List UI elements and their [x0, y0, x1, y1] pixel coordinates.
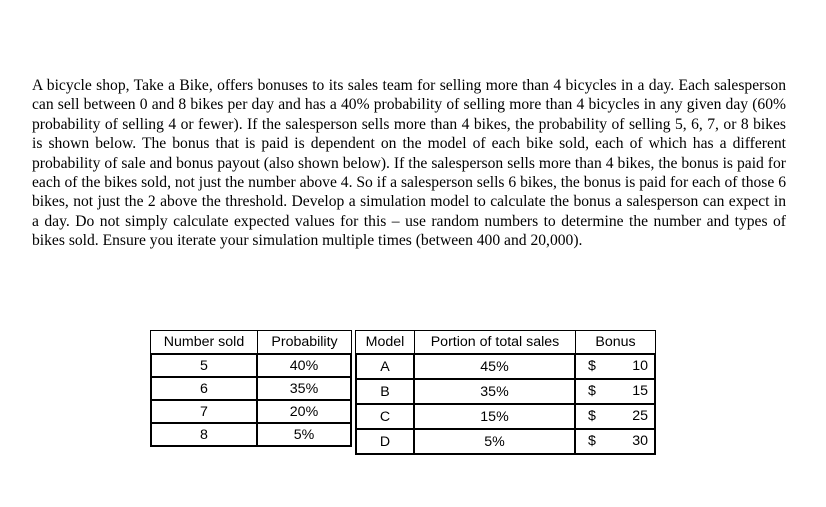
bonus-cell [575, 379, 655, 404]
bonus-amount: 10 [632, 358, 648, 374]
model-cell: D [356, 429, 414, 454]
probability-cell: 35% [257, 377, 351, 400]
table-row [151, 423, 351, 446]
table-row [151, 377, 351, 400]
table-row [151, 354, 351, 377]
currency-symbol: $ [588, 408, 596, 424]
number-sold-cell: 6 [151, 377, 257, 400]
model-cell: B [356, 379, 414, 404]
table-row [356, 429, 655, 454]
table-row [356, 404, 655, 429]
model-cell: A [356, 354, 414, 379]
number-sold-cell: 5 [151, 354, 257, 377]
bonus-amount: 30 [632, 433, 648, 449]
probability-cell: 40% [257, 354, 351, 377]
probability-cell: 20% [257, 400, 351, 423]
bonus-cell [575, 354, 655, 379]
table-header-row [151, 331, 351, 354]
portion-cell: 5% [414, 429, 575, 454]
bonus-amount: 15 [632, 383, 648, 399]
number-sold-cell: 7 [151, 400, 257, 423]
number-sold-cell: 8 [151, 423, 257, 446]
currency-symbol: $ [588, 358, 596, 374]
header-bonus: Bonus [575, 331, 655, 354]
table-row [356, 354, 655, 379]
data-tables [150, 330, 656, 455]
portion-cell: 15% [414, 404, 575, 429]
currency-symbol: $ [588, 383, 596, 399]
currency-symbol: $ [588, 433, 596, 449]
table-header-row [356, 331, 655, 354]
number-sold-table [150, 330, 352, 447]
bonus-cell [575, 429, 655, 454]
header-number-sold: Number sold [151, 331, 257, 354]
header-model: Model [356, 331, 414, 354]
bonus-cell [575, 404, 655, 429]
table-row [356, 379, 655, 404]
model-table [355, 330, 656, 455]
model-cell: C [356, 404, 414, 429]
bonus-amount: 25 [632, 408, 648, 424]
portion-cell: 35% [414, 379, 575, 404]
problem-statement: A bicycle shop, Take a Bike, offers bonuses to its sales team for selling more than 4 bicycles in a day. Each salesperson can sell between 0 and 8 bikes per day and has a 40% probability of selling more than 4 bicycles in any given day (60% probability of selling 4 or fewer). If the salesperson sells more than 4 bikes, the probability of selling 5, 6, 7, or 8 bikes is shown below. The bonus that is paid is dependent on the model of each bike sold, each of which has a different probability of sale and bonus payout (also shown below). If the salesperson sells more than 4 bikes, the bonus is paid for each of the bikes sold, not just the number above 4. So if a salesperson sells 6 bikes, the bonus is paid for each of those 6 bikes, not just the 2 above the threshold. Develop a simulation model to calculate the bonus a salesperson can expect in a day. Do not simply calculate expected values for this – use random numbers to determine the number and types of bikes sold. Ensure you iterate your simulation multiple times (between 400 and 20,000). [32, 77, 786, 250]
portion-cell: 45% [414, 354, 575, 379]
table-row [151, 400, 351, 423]
probability-cell: 5% [257, 423, 351, 446]
header-probability: Probability [257, 331, 351, 354]
header-portion: Portion of total sales [414, 331, 575, 354]
